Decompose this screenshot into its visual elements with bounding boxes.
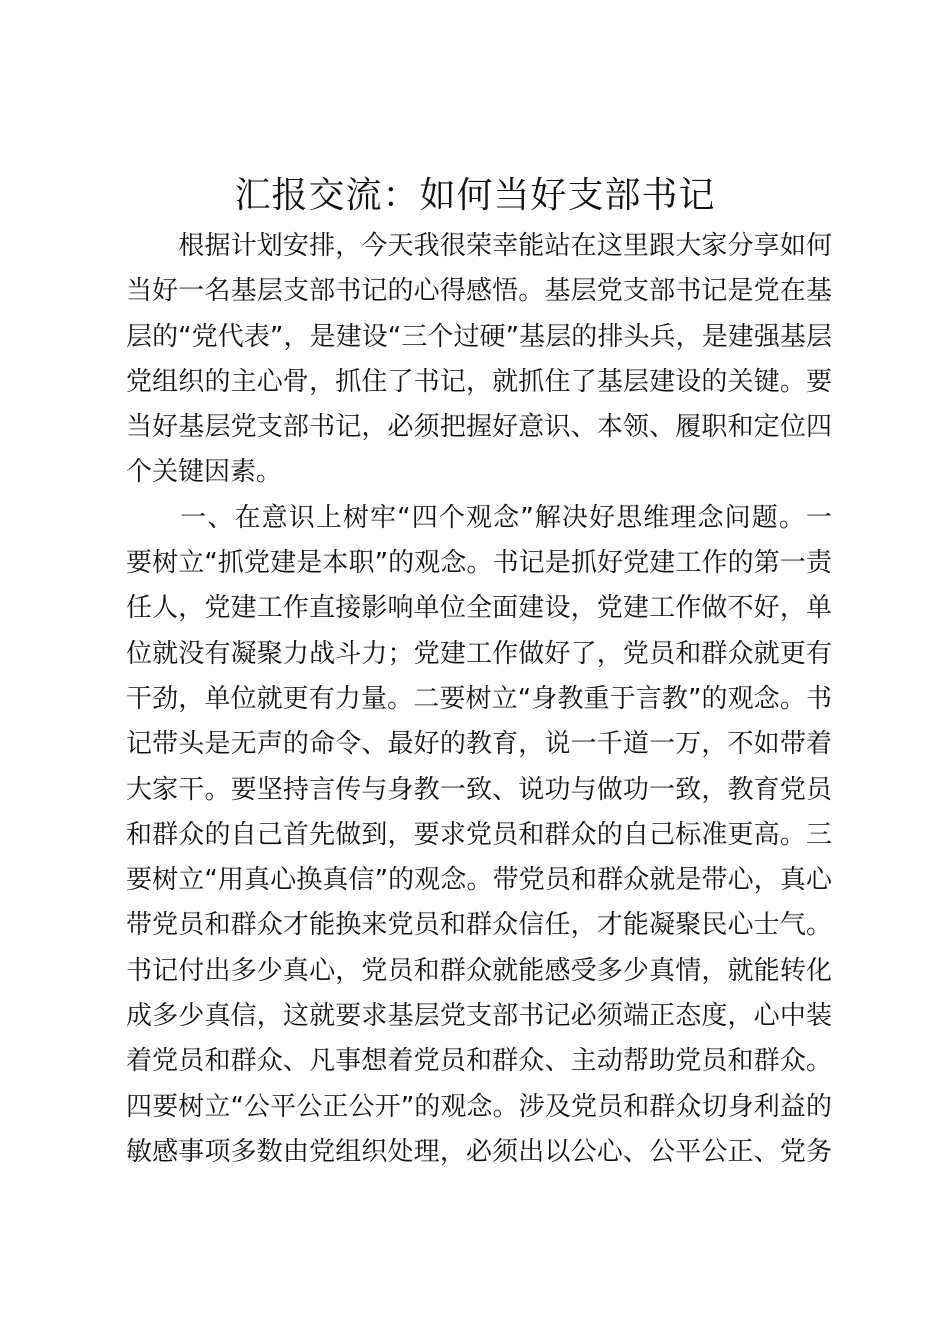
body-line: 当好基层党支部书记，必须把握好意识、本领、履职和定位四: [126, 412, 832, 443]
body-line: 成多少真信，这就要求基层党支部书记必须端正态度，心中装: [126, 1001, 832, 1032]
body-line: 任人，党建工作直接影响单位全面建设，党建工作做不好，单: [126, 593, 832, 624]
document-body: [126, 224, 832, 1175]
body-line: 干劲，单位就更有力量。二要树立“身教重于言教”的观念。书: [126, 683, 832, 714]
body-line: 党组织的主心骨，抓住了书记，就抓住了基层建设的关键。要: [126, 366, 832, 397]
body-line: 书记付出多少真心，党员和群众就能感受多少真情，就能转化: [126, 955, 832, 986]
body-line: 位就没有凝聚力战斗力；党建工作做好了，党员和群众就更有: [126, 638, 832, 669]
body-line: 和群众的自己首先做到，要求党员和群众的自己标准更高。三: [126, 819, 832, 850]
body-line: 敏感事项多数由党组织处理，必须出以公心、公平公正、党务: [126, 1136, 832, 1167]
body-line: 大家干。要坚持言传与身教一致、说功与做功一致，教育党员: [126, 774, 832, 805]
body-line: 要树立“用真心换真信”的观念。带党员和群众就是带心，真心: [126, 865, 832, 896]
body-line: 根据计划安排，今天我很荣幸能站在这里跟大家分享如何: [126, 231, 832, 261]
document-title: 汇报交流：如何当好支部书记: [234, 175, 716, 216]
body-line: 要树立“抓党建是本职”的观念。书记是抓好党建工作的第一责: [126, 548, 832, 579]
body-line: 记带头是无声的命令、最好的教育，说一千道一万，不如带着: [126, 729, 832, 760]
body-line: 一、在意识上树牢“四个观念”解决好思维理念问题。一: [126, 502, 832, 533]
body-line: 着党员和群众、凡事想着党员和群众、主动帮助党员和群众。: [126, 1046, 832, 1077]
body-line: 带党员和群众才能换来党员和群众信任，才能凝聚民心士气。: [126, 910, 832, 941]
body-line: 个关键因素。: [126, 457, 283, 488]
body-line: 四要树立“公平公正公开”的观念。涉及党员和群众切身利益的: [126, 1091, 832, 1122]
body-line: 层的“党代表”，是建设“三个过硬”基层的排头兵，是建强基层: [126, 321, 832, 352]
body-line: 当好一名基层支部书记的心得感悟。基层党支部书记是党在基: [126, 276, 832, 307]
